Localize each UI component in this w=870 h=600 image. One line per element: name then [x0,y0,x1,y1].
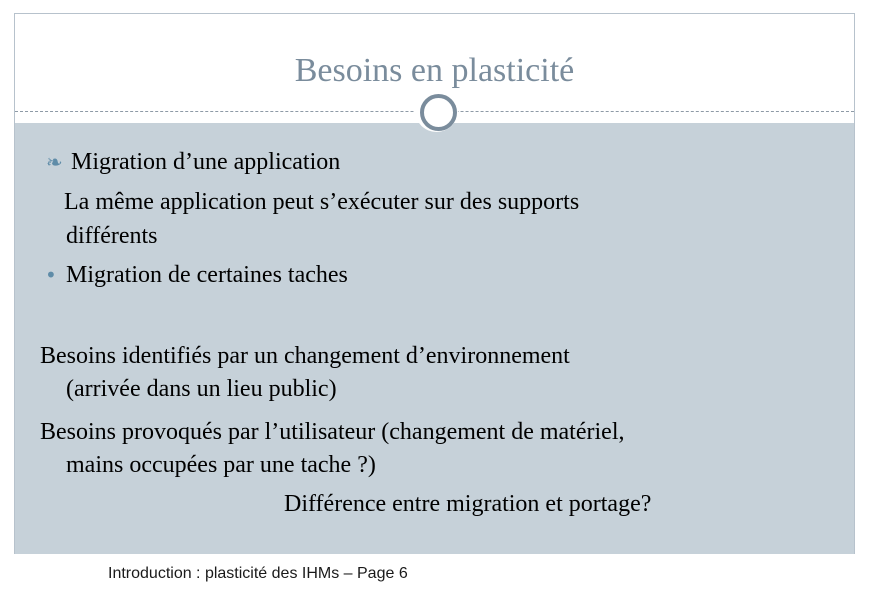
paragraph-line: Besoins identifiés par un changement d’environnement [40,343,570,369]
page-title: Besoins en plasticité [294,52,575,89]
sub-bullet-text: Migration de certaines taches [66,262,348,288]
paragraph-line: mains occupées par une tache ?) [66,452,376,478]
paragraph-line: Besoins provoqués par l’utilisateur (changement de matériel, [40,419,625,445]
body-line: La même application peut s’exécuter sur des supports [64,189,580,215]
leaf-bullet-icon: ❧ [46,150,63,174]
content-area [15,123,854,554]
circle-ring-icon [420,94,457,131]
bullet-dot-icon: • [45,263,57,287]
paragraph-line: (arrivée dans un lieu public) [66,376,337,402]
body-line: différents [66,223,158,249]
bullet-text: Migration d’une application [71,149,341,175]
footer-text: Introduction : plasticité des IHMs – Page 6 [108,565,408,582]
question-text: Différence entre migration et portage? [284,491,652,517]
